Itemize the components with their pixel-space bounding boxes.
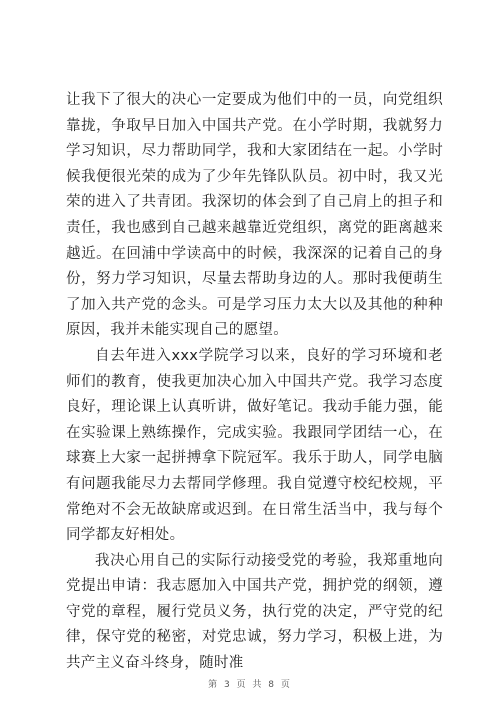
paragraph-2: 自去年进入xxx学院学习以来，良好的学习环境和老师们的教育，使我更加决心加入中国共产党。我学习态度良好，理论课上认真听讲，做好笔记。我动手能力强，能在实验课上熟练操作，完成实验。我跟同学团结一心，在球赛上大家一起拼搏拿下院冠军。我乐于助人，同学电脑有问题我能尽力去帮同学修理。我自觉遵守校纪校规，平常绝对不会无故缺席或迟到。在日常生活当中，我与每个同学都友好相处。 [66, 347, 443, 544]
paragraph-3: 我决心用自己的实际行动接受党的考验，我郑重地向党提出申请：我志愿加入中国共产党，拥护党的纲领，遵守党的章程，履行党员义务，执行党的决定，严守党的纪律，保守党的秘密，对党忠诚，努力学习，积极上进，为共产主义奋斗终身，随时准 [66, 552, 443, 672]
paragraph-1: 让我下了很大的决心一定要成为他们中的一员，向党组织靠拢，争取早日加入中国共产党。在小学时期，我就努力学习知识，尽力帮助同学，我和大家团结在一起。小学时候我便很光荣的成为了少年先锋队队员。初中时，我又光荣的进入了共青团。我深切的体会到了自己肩上的担子和责任，我也感到自己越来越靠近党组织，离党的距离越来越近。在回浦中学读高中的时候，我深深的记着自己的身份，努力学习知识，尽量去帮助身边的人。那时我便萌生了加入共产党的念头。可是学习压力太大以及其他的种种原因，我并未能实现自己的愿望。 [66, 92, 443, 339]
page-number-footer: 第 3 页 共 8 页 [208, 680, 292, 690]
document-body [66, 88, 443, 677]
